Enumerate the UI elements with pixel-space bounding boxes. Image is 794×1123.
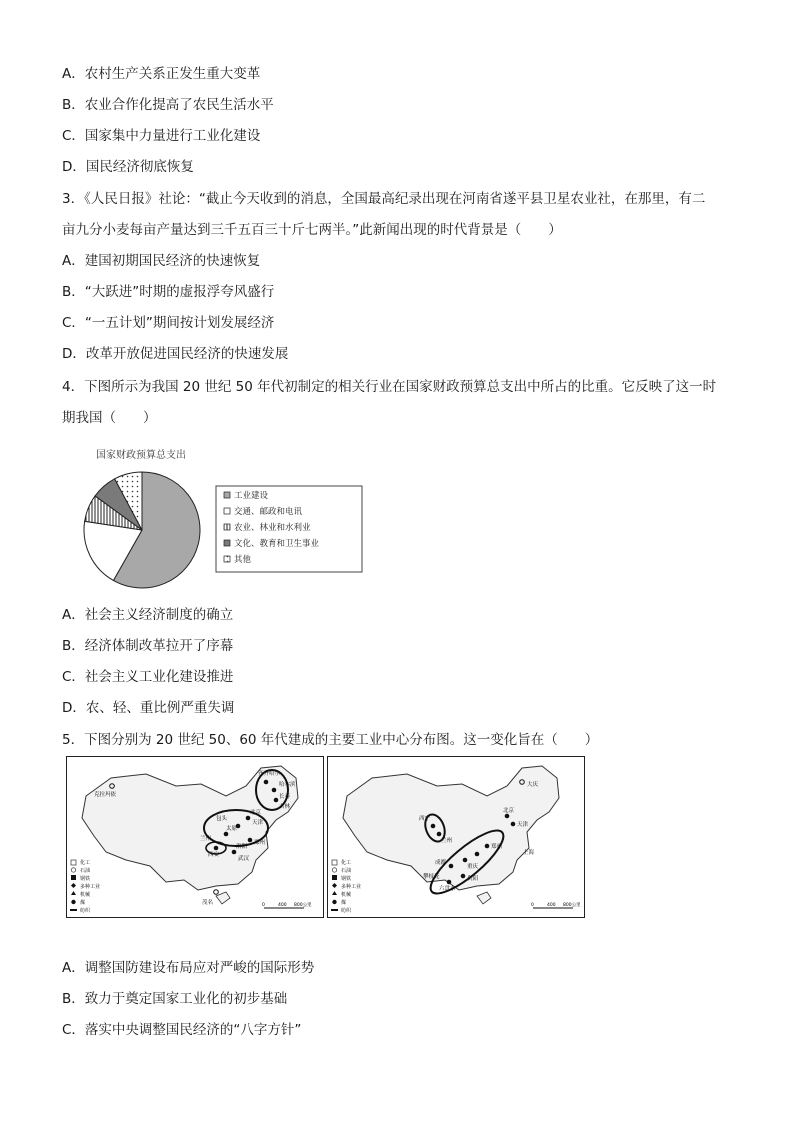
svg-text:机械: 机械 bbox=[80, 892, 91, 898]
map-left-city: 太原 bbox=[226, 826, 238, 832]
q2-option-b: B．农业合作化提高了农民生活水平 bbox=[62, 97, 274, 113]
map-right-city: 重庆 bbox=[467, 864, 479, 870]
q3-option-a: A．建国初期国民经济的快速恢复 bbox=[62, 253, 261, 269]
q5-option-c: C．落实中央调整国民经济的“八字方针” bbox=[62, 1022, 302, 1038]
q3-stem-line1: 3．《人民日报》社论：“截止今天收到的消息，全国最高纪录出现在河南省遂平县卫星农业社，在那里，有二 bbox=[62, 191, 706, 207]
svg-text:石油: 石油 bbox=[80, 868, 91, 874]
q4-option-c: C．社会主义工业化建设推进 bbox=[62, 669, 234, 685]
svg-text:化工: 化工 bbox=[341, 860, 352, 866]
pie-slices bbox=[84, 472, 200, 588]
svg-text:纺织: 纺织 bbox=[80, 908, 91, 914]
map-left-city: 西安 bbox=[208, 852, 220, 858]
map-right-city: 天津 bbox=[517, 822, 529, 828]
q3-option-c: C．“一五计划”期间按计划发展经济 bbox=[62, 315, 275, 331]
q3-option-d: D．改革开放促进国民经济的快速发展 bbox=[62, 346, 289, 362]
legend-label: 农业、林业和水利业 bbox=[234, 523, 311, 533]
svg-text:钢铁: 钢铁 bbox=[341, 876, 352, 882]
svg-text:钢铁: 钢铁 bbox=[80, 876, 91, 882]
map-1960s bbox=[327, 756, 585, 918]
legend-label: 工业建设 bbox=[234, 491, 269, 501]
svg-text:0: 0 bbox=[262, 903, 265, 908]
q4-option-b: B．经济体制改革拉开了序幕 bbox=[62, 638, 234, 654]
q2-option-c: C．国家集中力量进行工业化建设 bbox=[62, 128, 261, 144]
chart-title: 国家财政预算总支出 bbox=[96, 450, 186, 461]
map-left-city: 哈尔滨 bbox=[279, 782, 296, 788]
legend-swatch bbox=[224, 556, 230, 562]
q4-stem-line1: 4．下图所示为我国 20 世纪 50 年代初制定的相关行业在国家财政预算总支出中所占的比重。它反映了这一时 bbox=[62, 379, 717, 395]
map-right-city: 兰州 bbox=[441, 838, 453, 844]
legend-label: 其他 bbox=[234, 555, 252, 565]
map-right-city: 六盘水 bbox=[439, 886, 456, 892]
legend-label: 交通、邮政和电讯 bbox=[234, 507, 303, 517]
map-left-city: 天津 bbox=[252, 820, 264, 826]
map-left-city: 克拉玛依 bbox=[94, 792, 117, 798]
map-left-city: 北京 bbox=[250, 810, 262, 816]
map-left-city: 吉林 bbox=[279, 804, 291, 810]
svg-text:400: 400 bbox=[278, 903, 287, 908]
legend-swatch bbox=[224, 492, 230, 498]
svg-text:多种工业: 多种工业 bbox=[341, 884, 362, 890]
q3-option-b: B．“大跃进”时期的虚报浮夸风盛行 bbox=[62, 284, 275, 300]
map-right-city: 成都 bbox=[435, 860, 447, 866]
budget-pie-figure bbox=[70, 444, 370, 594]
svg-text:纺织: 纺织 bbox=[341, 908, 352, 914]
map-right-city: 郑州 bbox=[491, 844, 503, 850]
q2-option-d: D．国民经济彻底恢复 bbox=[62, 159, 194, 175]
q5-option-b: B．致力于奠定国家工业化的初步基础 bbox=[62, 991, 288, 1007]
q3-stem-line2: 亩九分小麦每亩产量达到三千五百三十斤七两半。”此新闻出现的时代背景是（ ） bbox=[62, 222, 562, 238]
map-left-city: 郑州 bbox=[254, 840, 266, 846]
map-right-city: 上海 bbox=[523, 850, 535, 856]
q2-option-a: A．农村生产关系正发生重大变革 bbox=[62, 66, 261, 82]
legend-swatch bbox=[224, 524, 230, 530]
map-left-city: 兰州 bbox=[200, 836, 212, 842]
svg-text:800公里: 800公里 bbox=[563, 903, 581, 908]
svg-text:煤: 煤 bbox=[341, 900, 347, 906]
svg-text:化工: 化工 bbox=[80, 860, 91, 866]
pie-chart-svg bbox=[70, 444, 370, 594]
legend-swatch bbox=[224, 508, 230, 514]
map-right-city: 攀枝花 bbox=[423, 874, 440, 880]
map-left-city: 长春 bbox=[279, 794, 291, 800]
svg-text:0: 0 bbox=[531, 903, 534, 908]
svg-text:煤: 煤 bbox=[80, 900, 86, 906]
q5-option-a: A．调整国防建设布局应对严峻的国际形势 bbox=[62, 960, 315, 976]
map-1950s bbox=[66, 756, 324, 918]
svg-text:多种工业: 多种工业 bbox=[80, 884, 101, 890]
legend-label: 文化、教育和卫生事业 bbox=[234, 539, 320, 549]
svg-text:400: 400 bbox=[547, 903, 556, 908]
svg-text:800公里: 800公里 bbox=[294, 903, 312, 908]
map-left-city: 齐齐哈尔 bbox=[258, 771, 281, 777]
q5-stem: 5．下图分别为 20 世纪 50、60 年代建成的主要工业中心分布图。这一变化旨在（ ） bbox=[62, 732, 599, 748]
svg-text:机械: 机械 bbox=[341, 892, 352, 898]
map-right-city: 北京 bbox=[503, 808, 515, 814]
svg-text:石油: 石油 bbox=[341, 868, 352, 874]
map-left-city: 洛阳 bbox=[236, 844, 248, 850]
map-left-city: 武汉 bbox=[238, 856, 250, 862]
q4-option-d: D．农、轻、重比例严重失调 bbox=[62, 700, 235, 716]
map-right-city: 大庆 bbox=[527, 782, 539, 788]
q4-stem-line2: 期我国（ ） bbox=[62, 410, 157, 426]
map-left-city: 茂名 bbox=[202, 900, 214, 906]
legend-swatch bbox=[224, 540, 230, 546]
q4-option-a: A．社会主义经济制度的确立 bbox=[62, 607, 234, 623]
map-left-city: 包头 bbox=[216, 816, 228, 822]
map-right-city: 西宁 bbox=[419, 816, 431, 822]
map-right-city: 贵阳 bbox=[467, 876, 479, 882]
